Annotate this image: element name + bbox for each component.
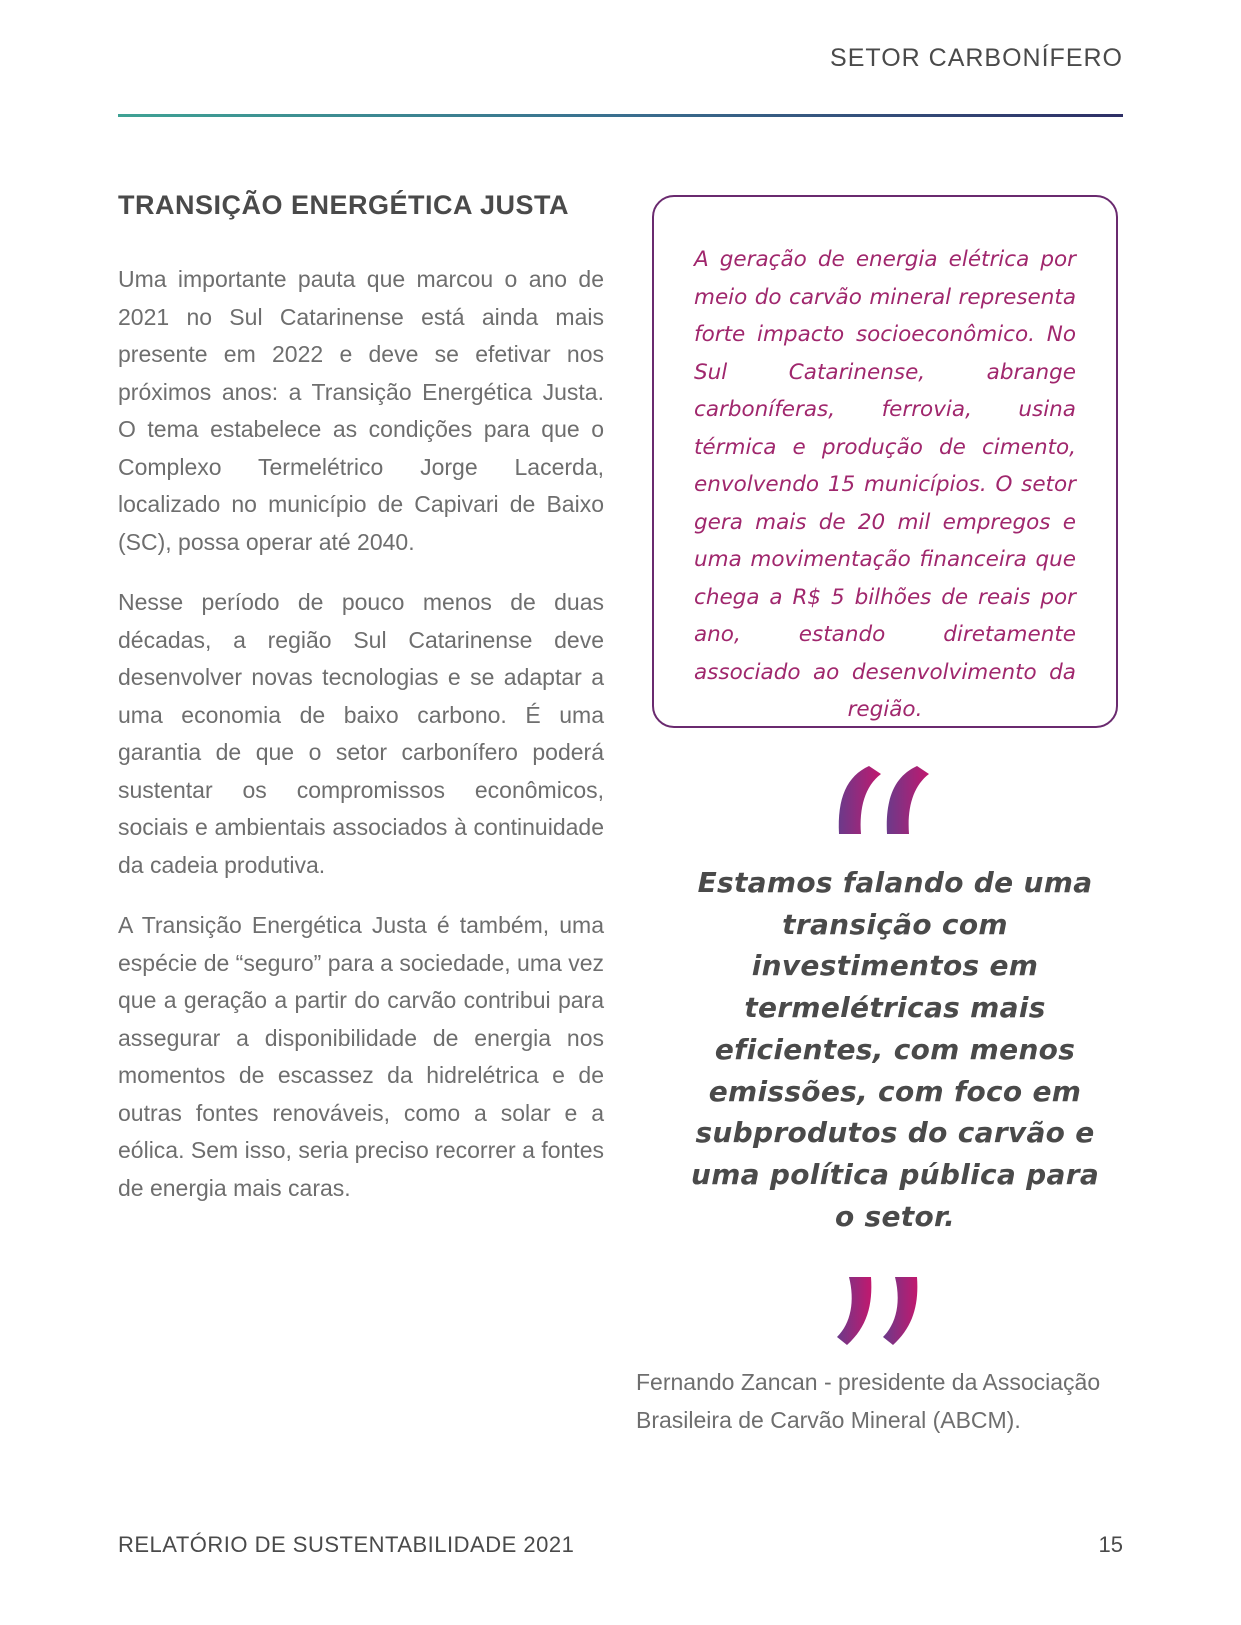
article-paragraph-3: A Transição Energética Justa é também, uma espécie de “seguro” para a sociedade, uma vez que a geração a partir do carvão contribui para assegurar a disponibilidade de energia nos momentos de escassez da hidrelétrica e de outras fontes renováveis, como a solar e a eólica. Sem isso, seria preciso recorrer a fontes de energia mais caras.: [118, 912, 604, 1201]
pull-quote: Estamos falando de uma transição com investimentos em termelétricas mais eficientes, com menos emissões, com foco em subprodutos do carvão e uma política pública para o setor.: [690, 866, 1100, 1233]
close-quote-icon: [833, 1275, 933, 1347]
callout-box: [652, 195, 1118, 728]
open-quote-icon: [833, 764, 933, 836]
header-divider: [118, 114, 1123, 117]
article-paragraph-1: Uma importante pauta que marcou o ano de 2021 no Sul Catarinense está ainda mais presente em 2022 e deve se efetivar nos próximos anos: a Transição Energética Justa. O tema estabelece as condições para que o Complexo Termelétrico Jorge Lacerda, localizado no município de Capivari de Baixo (SC), possa operar até 2040.: [118, 266, 604, 555]
report-title: RELATÓRIO DE SUSTENTABILIDADE 2021: [118, 1532, 575, 1557]
quote-attribution: Fernando Zancan - presidente da Associação Brasileira de Carvão Mineral (ABCM).: [636, 1369, 1101, 1433]
section-title: TRANSIÇÃO ENERGÉTICA JUSTA: [118, 190, 570, 220]
section-label: SETOR CARBONÍFERO: [830, 44, 1123, 72]
article-body: [118, 261, 604, 1230]
article-paragraph-2: Nesse período de pouco menos de duas décadas, a região Sul Catarinense deve desenvolver novas tecnologias e se adaptar a uma economia de baixo carbono. É uma garantia de que o setor carbonífero poderá sustentar os compromissos econômicos, sociais e ambientais associados à continuidade da cadeia produtiva.: [118, 589, 604, 878]
page-number: 15: [1098, 1532, 1123, 1557]
callout-text: A geração de energia elétrica por meio do carvão mineral representa forte impacto socioeconômico. No Sul Catarinense, abrange carboníferas, ferrovia, usina térmica e produção de cimento, envolvendo 15 municípios. O setor gera mais de 20 mil empregos e uma movimentação financeira que chega a R$ 5 bilhões de reais por ano, estando diretamente associado ao desenvolvimento da região.: [694, 247, 1076, 722]
